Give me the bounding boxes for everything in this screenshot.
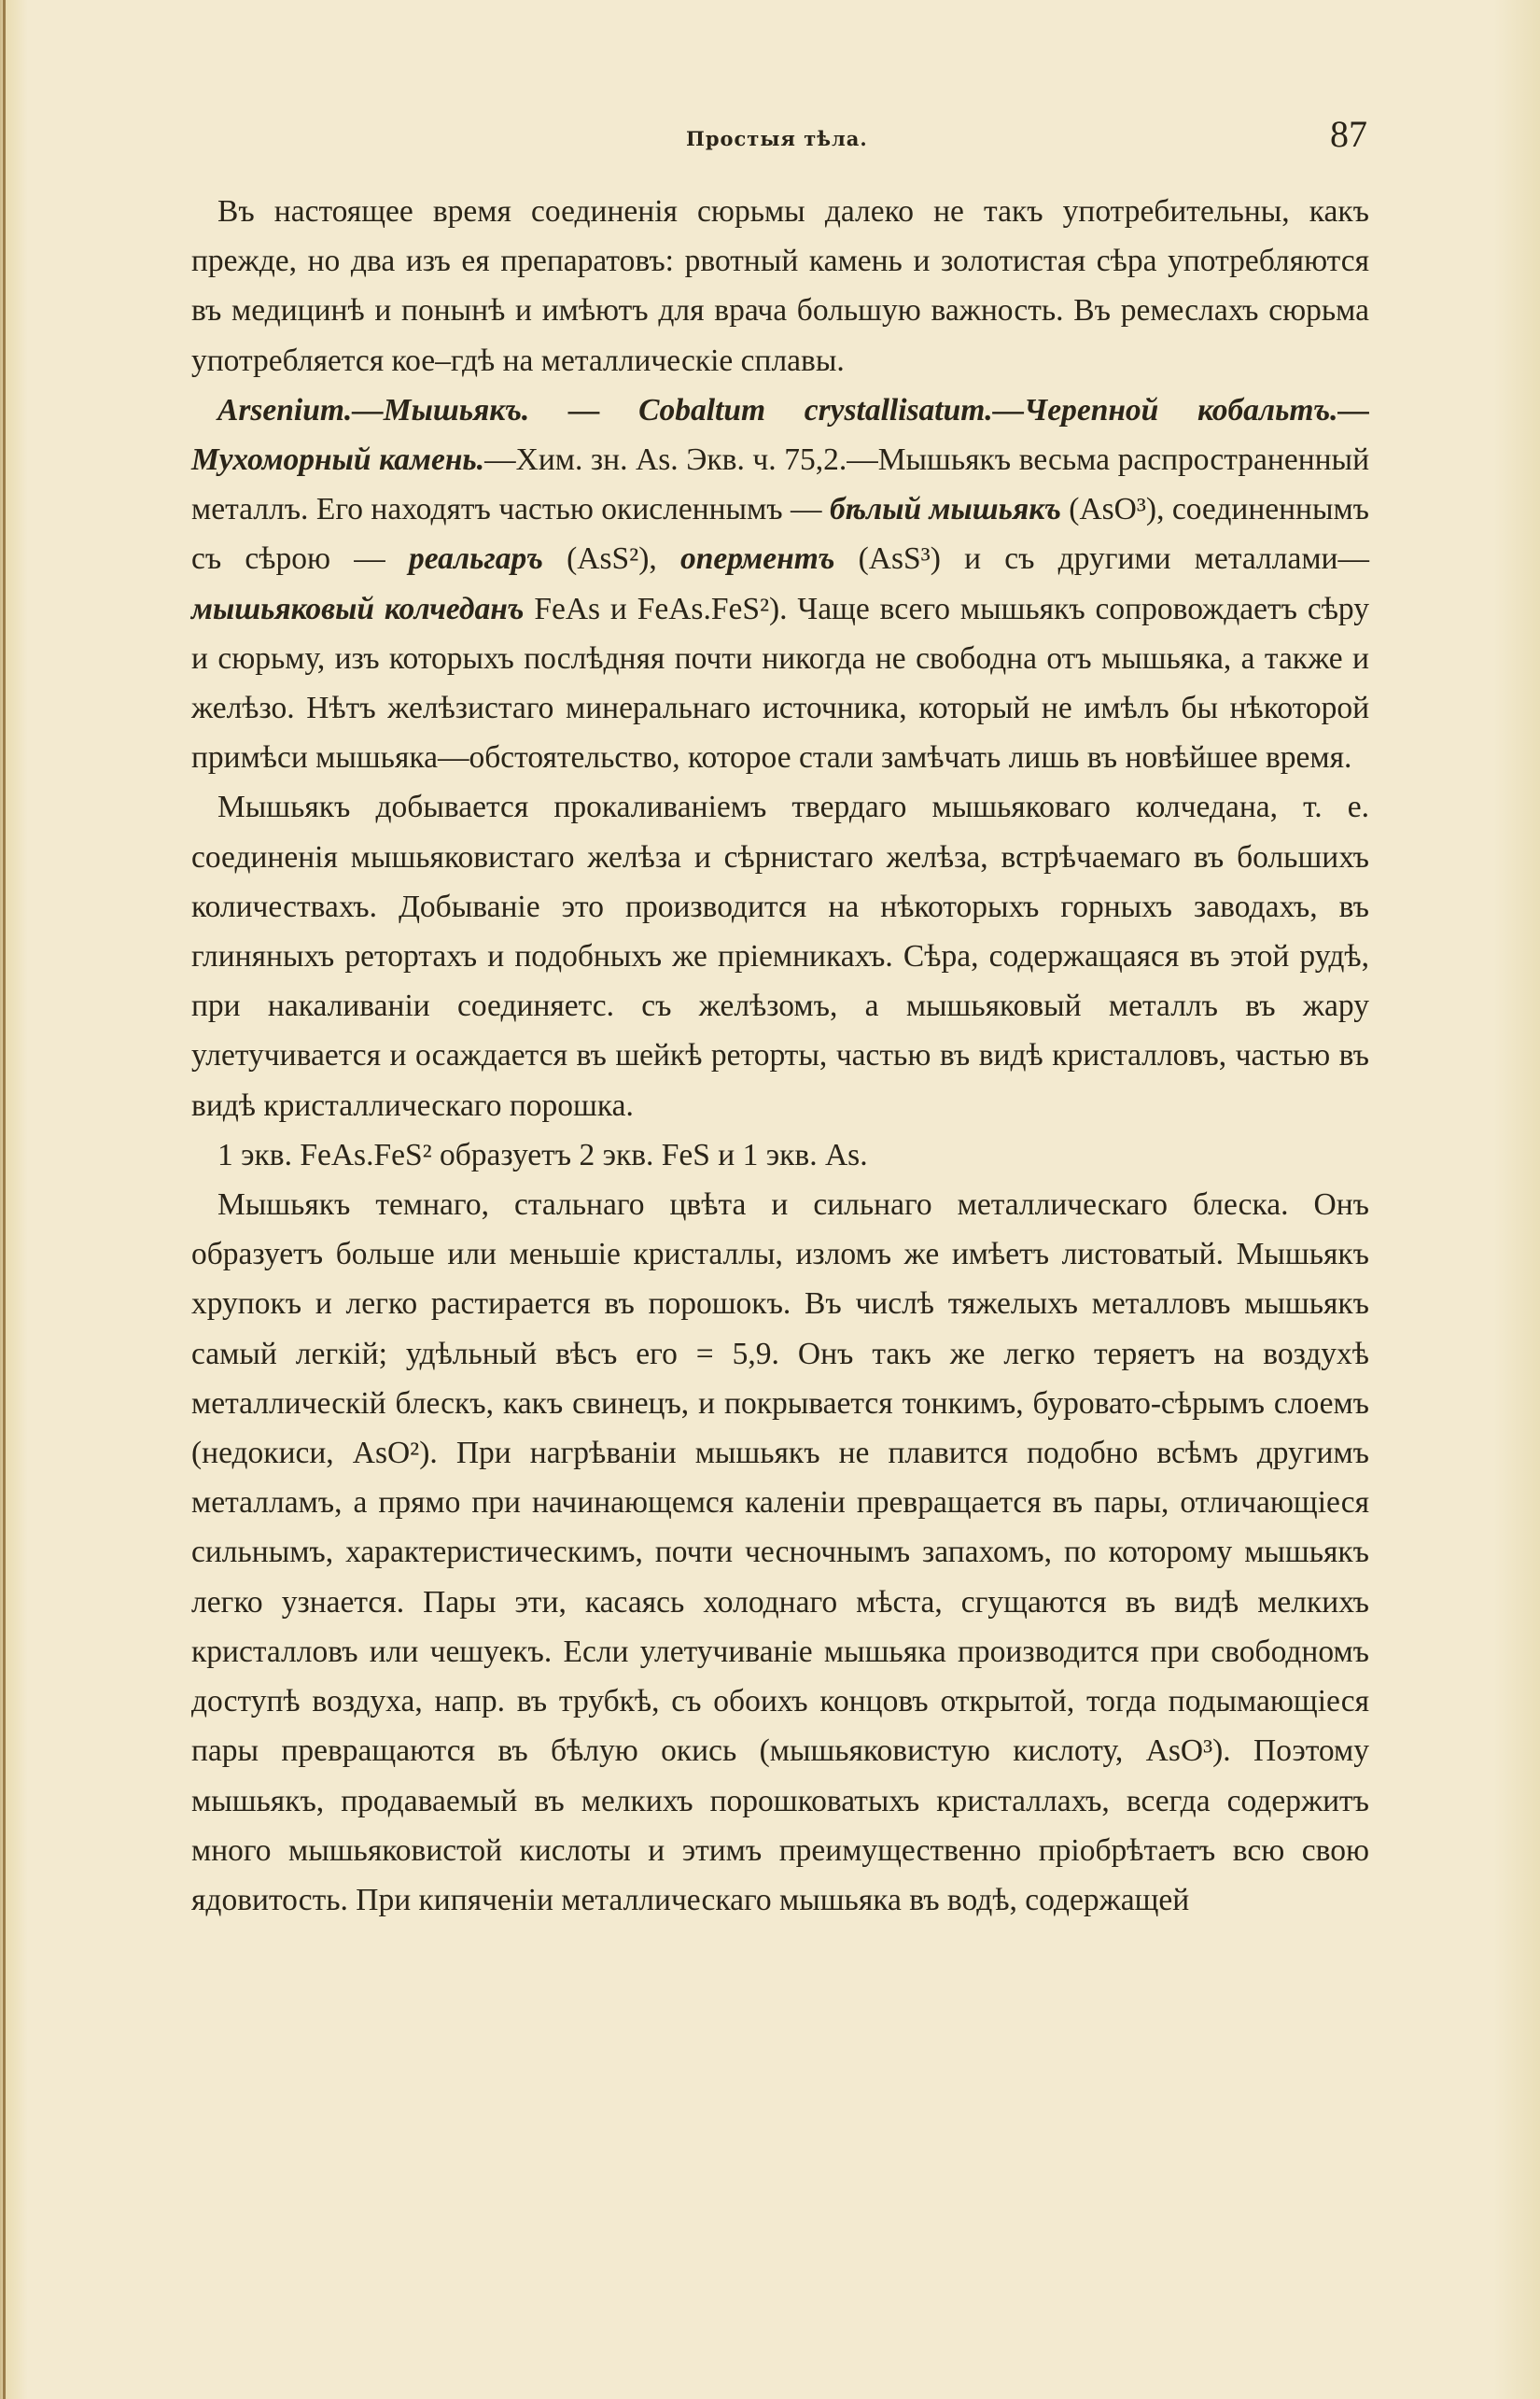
text-run: (AsS³) и съ другими металлами— bbox=[834, 541, 1369, 577]
italic-term: оперментъ bbox=[679, 541, 835, 577]
text-run: 1 экв. FeAs.FeS² образуетъ 2 экв. FeS и 1 экв. As. bbox=[217, 1137, 868, 1172]
italic-term: мышьяковый колчеданъ bbox=[191, 591, 525, 626]
paragraph bbox=[191, 1180, 1369, 1925]
formula-paragraph bbox=[191, 1130, 1369, 1180]
page-number: 87 bbox=[1330, 113, 1367, 155]
text-run: FeAs и FeAs.FeS²). Чаще всего мышьякъ сопровождаетъ сѣру и сюрьму, изъ которыхъ послѣдняя почти никогда не свободна отъ мышьяка, а также и желѣзо. Нѣтъ желѣзистаго минеральнаго источника, который не имѣлъ бы нѣкоторой примѣси мышьяка—обстоятельство, которое стали замѣчать лишь въ новѣйшее время. bbox=[191, 591, 1369, 776]
text-run: —Хим. зн. As. Экв. ч. 75,2.—Мышьякъ весьма распространенный металлъ. Его находятъ частью окисленнымъ — bbox=[191, 442, 1369, 527]
text-run: Въ настоящее время соединенія сюрьмы далеко не такъ употребительны, какъ прежде, но два изъ ея препаратовъ: рвотный камень и золотистая сѣра употребляются въ медицинѣ и понынѣ и имѣютъ для врача большую важность. Въ ремеслахъ сюрьма употребляется кое–гдѣ на металлическіе сплавы. bbox=[191, 194, 1369, 378]
page-body bbox=[191, 187, 1369, 1925]
text-run: Мышьякъ добывается прокаливаніемъ твердаго мышьяковаго колчедана, т. е. соединенія мышьяковистаго желѣза и сѣрнистаго желѣза, встрѣчаемаго въ большихъ количествахъ. Добываніе это производится на нѣкоторыхъ горныхъ заводахъ, въ глиняныхъ ретортахъ и подобныхъ же пріемникахъ. Сѣра, содержащаяся въ этой рудѣ, при накаливаніи соединяетс. съ желѣзомъ, а мышьяковый металлъ въ жару улетучивается и осаждается въ шейкѣ реторты, частью въ видѣ кристалловъ, частью въ видѣ кристаллическаго порошка. bbox=[191, 790, 1369, 1123]
text-run: (AsS²), bbox=[542, 541, 680, 577]
running-head: Простыя тѣла. bbox=[686, 127, 868, 150]
page-header bbox=[191, 112, 1367, 168]
paragraph bbox=[191, 386, 1369, 783]
page-edge bbox=[3, 0, 6, 2399]
paragraph bbox=[191, 187, 1369, 386]
italic-term: реальгаръ bbox=[408, 541, 543, 577]
text-run: Мышьякъ темнаго, стальнаго цвѣта и сильнаго металлическаго блеска. Онъ образуетъ больше или меньшіе кристаллы, изломъ же имѣетъ листоватый. Мышьякъ хрупокъ и легко растирается въ порошокъ. Въ числѣ тяжелыхъ металловъ мышьякъ самый легкій; удѣльный вѣсъ его = 5,9. Онъ такъ же легко теряетъ на воздухѣ металлическій блескъ, какъ свинецъ, и покрывается тонкимъ, буровато-сѣрымъ слоемъ (недокиси, AsO²). При нагрѣваніи мышьякъ не плавится подобно всѣмъ другимъ металламъ, а прямо при начинающемся каленіи превращается въ пары, отличающіеся сильнымъ, характеристическимъ, почти чесночнымъ запахомъ, по которому мышьякъ легко узнается. Пары эти, касаясь холоднаго мѣста, сгущаются въ видѣ мелкихъ кристалловъ или чешуекъ. Если улетучиваніе мышьяка производится при свободномъ доступѣ воздуха, напр. въ трубкѣ, съ обоихъ концовъ открытой, тогда подымающіеся пары превращаются въ бѣлую окись (мышьяковистую кислоту, AsO³). Поэтому мышьякъ, продаваемый въ мелкихъ порошковатыхъ кристаллахъ, всегда содержитъ много мышьяковистой кислоты и этимъ преимущественно пріобрѣтаетъ всю свою ядовитость. При кипяченіи металлическаго мышьяка въ водѣ, содержащей bbox=[191, 1187, 1369, 1917]
italic-term: Arsenium.—Мышьякъ. — Cobaltum crystallisatum.—Черепной кобальтъ.—Мухоморный камень. bbox=[191, 392, 1369, 478]
italic-term: бѣлый мышьякъ bbox=[829, 492, 1061, 527]
text-run: (AsO³), соединеннымъ съ сѣрою — bbox=[191, 492, 1370, 577]
paragraph bbox=[191, 782, 1369, 1129]
